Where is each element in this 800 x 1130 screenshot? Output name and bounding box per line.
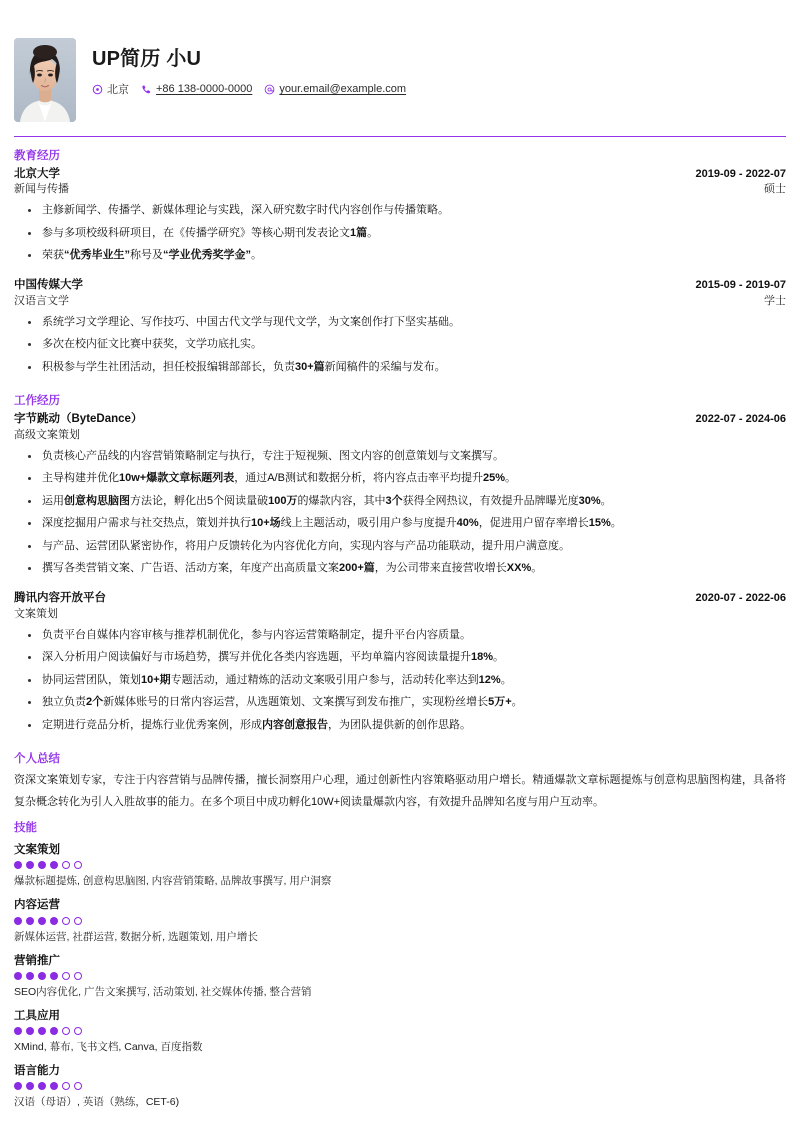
entry-subheader [14, 294, 786, 310]
section-title-skills: 技能 [14, 821, 37, 834]
bullet-item: 深入分析用户阅读偏好与市场趋势，撰写并优化各类内容选题，平均单篇内容阅读量提升18%。 [14, 646, 786, 669]
profile-photo [14, 38, 76, 122]
section-title-work: 工作经历 [14, 395, 60, 408]
skill-keywords: 新媒体运营, 社群运营, 数据分析, 选题策划, 用户增长 [14, 930, 258, 943]
skill-item [14, 841, 786, 891]
page-title: UP简历 小U [92, 48, 202, 70]
entry-subheader [14, 607, 786, 623]
section-skills [14, 821, 786, 1113]
entry-header [14, 411, 786, 428]
entry-role: 文案策划 [14, 607, 58, 620]
email-icon [264, 84, 275, 95]
skill-keywords: 爆款标题提炼, 创意构思脑图, 内容营销策略, 品牌故事撰写, 用户洞察 [14, 875, 332, 888]
skill-dot-empty [74, 972, 82, 980]
skill-dot-filled [50, 861, 58, 869]
work-entries [14, 411, 786, 736]
entry-header [14, 166, 786, 183]
entry-degree: 硕士 [764, 183, 786, 196]
skill-dot-filled [26, 861, 34, 869]
skill-dot-filled [14, 917, 22, 925]
skill-dot-filled [14, 1027, 22, 1035]
bullet-item: 负责核心产品线的内容营销策略制定与执行，专注于短视频、图文内容的创意策划与文案撰写。 [14, 445, 786, 468]
skill-keywords: SEO内容优化, 广告文案撰写, 活动策划, 社交媒体传播, 整合营销 [14, 985, 312, 998]
bullet-item: 与产品、运营团队紧密协作，将用户反馈转化为内容优化方向，实现内容与产品功能联动，提升用户满意度。 [14, 535, 786, 558]
education-entries [14, 166, 786, 379]
skill-dot-filled [38, 861, 46, 869]
bullet-item: 定期进行竞品分析，提炼行业优秀案例，形成内容创意报告，为团队提供新的创作思路。 [14, 714, 786, 737]
experience-entry [14, 590, 786, 736]
skill-dot-empty [62, 861, 70, 869]
skill-dot-filled [50, 1082, 58, 1090]
entry-degree: 学士 [764, 294, 786, 307]
experience-entry [14, 411, 786, 580]
skill-item [14, 1007, 786, 1057]
skill-name: 语言能力 [14, 1065, 60, 1077]
location-pin-icon [92, 84, 103, 95]
skill-list [14, 841, 786, 1112]
contact-email-text[interactable]: your.email@example.com [279, 83, 407, 95]
bullet-item: 主修新闻学、传播学、新媒体理论与实践，深入研究数字时代内容创作与传播策略。 [14, 199, 786, 222]
section-title-summary: 个人总结 [14, 753, 60, 766]
bullet-item: 协同运营团队，策划10+期专题活动，通过精炼的活动文案吸引用户参与，活动转化率达到12%。 [14, 669, 786, 692]
section-summary [14, 752, 786, 813]
entry-subheader [14, 182, 786, 198]
skill-dot-filled [14, 1082, 22, 1090]
bullet-item: 深度挖掘用户需求与社交热点，策划并执行10+场线上主题活动，吸引用户参与度提升40%，促进用户留存率增长15%。 [14, 512, 786, 535]
section-education [14, 149, 786, 378]
experience-entry [14, 277, 786, 378]
section-title-education: 教育经历 [14, 150, 60, 162]
bullet-item: 运用创意构思脑图方法论，孵化出5个阅读量破100万的爆款内容，其中3个获得全网热议，有效提升品牌曝光度30%。 [14, 490, 786, 513]
skill-dot-filled [26, 1082, 34, 1090]
skill-level-dots [14, 972, 786, 980]
skill-level-dots [14, 917, 786, 925]
skill-dot-empty [62, 1027, 70, 1035]
skill-keywords: XMind, 幕布, 飞书文档, Canva, 百度指数 [14, 1041, 203, 1054]
contact-location [92, 81, 129, 97]
skill-dot-filled [50, 1027, 58, 1035]
skill-dot-empty [74, 1027, 82, 1035]
skill-dot-empty [62, 1082, 70, 1090]
skill-dot-filled [38, 1027, 46, 1035]
entry-date-range: 2015-09 - 2019-07 [695, 278, 786, 291]
entry-bullet-list [14, 624, 786, 737]
skill-dot-filled [14, 972, 22, 980]
entry-organization: 北京大学 [14, 167, 60, 180]
entry-organization: 中国传媒大学 [14, 278, 83, 291]
contact-location-text: 北京 [107, 84, 129, 96]
entry-role: 汉语言文学 [14, 294, 69, 307]
entry-date-range: 2020-07 - 2022-06 [695, 591, 786, 604]
skill-dot-filled [26, 917, 34, 925]
bullet-item: 撰写各类营销文案、广告语、活动方案，年度产出高质量文案200+篇，为公司带来直接营收增长XX%。 [14, 557, 786, 580]
section-work [14, 394, 786, 736]
skill-dot-empty [74, 917, 82, 925]
skill-name: 文案策划 [14, 844, 60, 857]
entry-date-range: 2022-07 - 2024-06 [695, 412, 786, 425]
summary-text: 资深文案策划专家，专注于内容营销与品牌传播，擅长洞察用户心理，通过创新性内容策略驱动用户增长。精通爆款文章标题提炼与创意构思脑图构建，具备将复杂概念转化为引人入胜故事的能力。在多个项目中成功孵化10W+阅读量爆款内容，有效提升品牌知名度与用户互动率。 [14, 773, 786, 808]
skill-dot-filled [38, 1082, 46, 1090]
entry-role: 高级文案策划 [14, 428, 80, 441]
entry-header [14, 277, 786, 294]
skill-name: 工具应用 [14, 1009, 60, 1022]
skill-dot-filled [38, 972, 46, 980]
skill-dot-empty [74, 861, 82, 869]
resume-header [14, 38, 786, 136]
bullet-item: 积极参与学生社团活动，担任校报编辑部部长，负责30+篇新闻稿件的采编与发布。 [14, 356, 786, 379]
skill-level-dots [14, 861, 786, 869]
skill-dot-filled [38, 917, 46, 925]
skill-level-dots [14, 1082, 786, 1090]
skill-level-dots [14, 1027, 786, 1035]
entry-date-range: 2019-09 - 2022-07 [695, 167, 786, 180]
skill-name: 内容运营 [14, 899, 60, 912]
skill-dot-filled [26, 972, 34, 980]
bullet-item: 主导构建并优化10w+爆款文章标题列表，通过A/B测试和数据分析，将内容点击率平均提升25%。 [14, 467, 786, 490]
experience-entry [14, 166, 786, 267]
contact-email[interactable] [264, 83, 406, 95]
bullet-item: 系统学习文学理论、写作技巧、中国古代文学与现代文学，为文案创作打下坚实基础。 [14, 311, 786, 334]
phone-icon [141, 84, 152, 95]
bullet-item: 荣获“优秀毕业生”称号及“学业优秀奖学金”。 [14, 244, 786, 267]
entry-bullet-list [14, 311, 786, 379]
entry-bullet-list [14, 445, 786, 580]
contact-phone[interactable] [141, 83, 252, 95]
entry-organization: 字节跳动（ByteDance） [14, 412, 143, 425]
entry-header [14, 590, 786, 607]
skill-dot-filled [26, 1027, 34, 1035]
entry-bullet-list [14, 199, 786, 267]
skill-dot-filled [14, 861, 22, 869]
profile-photo-illustration [14, 38, 76, 122]
skill-item [14, 952, 786, 1002]
skill-dot-empty [74, 1082, 82, 1090]
skill-item [14, 1062, 786, 1112]
skill-item [14, 896, 786, 946]
identity-block [92, 38, 412, 97]
entry-subheader [14, 428, 786, 444]
skill-dot-filled [50, 917, 58, 925]
skill-dot-empty [62, 972, 70, 980]
skill-name: 营销推广 [14, 954, 60, 967]
contact-phone-text[interactable]: +86 138-0000-0000 [156, 83, 253, 95]
entry-organization: 腾讯内容开放平台 [14, 591, 106, 604]
bullet-item: 独立负责2个新媒体账号的日常内容运营，从选题策划、文案撰写到发布推广，实现粉丝增长5万+。 [14, 691, 786, 714]
skill-dot-empty [62, 917, 70, 925]
bullet-item: 负责平台自媒体内容审核与推荐机制优化，参与内容运营策略制定，提升平台内容质量。 [14, 624, 786, 647]
header-divider [14, 136, 786, 137]
contact-list [92, 81, 412, 97]
entry-role: 新闻与传播 [14, 183, 69, 196]
bullet-item: 多次在校内征文比赛中获奖，文学功底扎实。 [14, 333, 786, 356]
bullet-item: 参与多项校级科研项目，在《传播学研究》等核心期刊发表论文1篇。 [14, 222, 786, 245]
skill-dot-filled [50, 972, 58, 980]
skill-keywords: 汉语（母语）, 英语（熟练，CET-6) [14, 1096, 180, 1109]
